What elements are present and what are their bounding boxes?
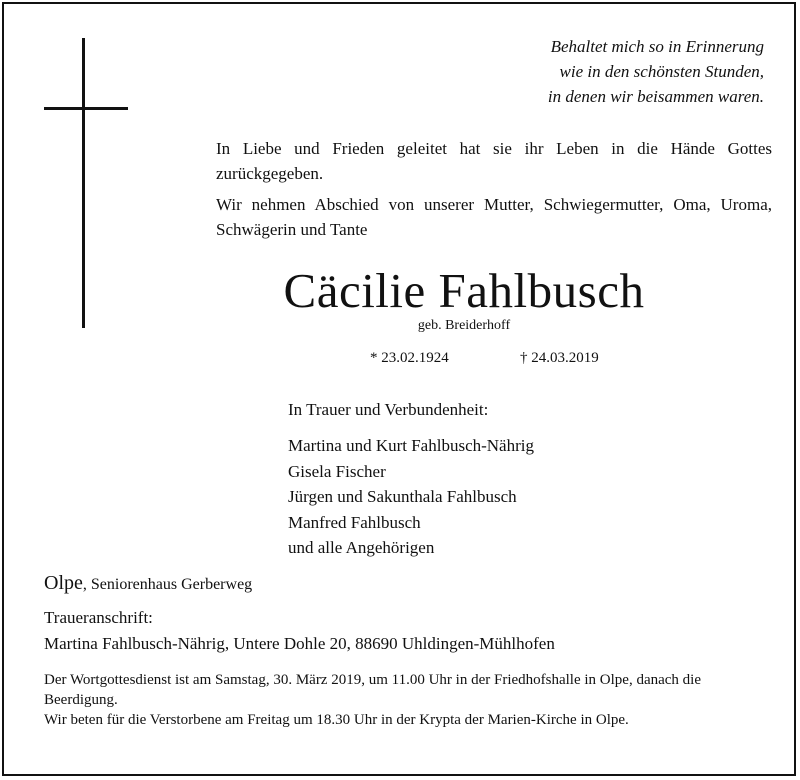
mourners-heading: In Trauer und Verbundenheit: xyxy=(288,400,489,419)
mourner-name: Manfred Fahlbusch xyxy=(288,512,421,532)
mourner-name: Jürgen und Sakunthala Fahlbusch xyxy=(288,487,517,506)
cross-icon-bar xyxy=(44,107,128,110)
mourner-name: und alle Angehörigen xyxy=(288,538,435,557)
death-date: † 24.03.2019 xyxy=(520,350,599,366)
quote-line: in denen wir beisammen waren. xyxy=(547,87,764,106)
deceased-name: Cäcilie Fahlbusch xyxy=(283,263,645,318)
mourner-name: Gisela Fischer xyxy=(288,461,386,481)
obituary-card xyxy=(2,2,796,776)
service-notice xyxy=(44,670,774,730)
service-text: Der Wortgottesdienst ist am Samstag, 30. März 2019, um 11.00 Uhr in der Friedhofshalle in Olpe, danach die Beerdigung. xyxy=(44,672,701,708)
maiden-name: geb. Breiderhoff xyxy=(417,318,511,333)
location-city: Olpe xyxy=(44,572,83,594)
birth-date: * 23.02.1924 xyxy=(370,350,449,366)
quote-line: Behaltet mich so in Erinnerung xyxy=(550,37,764,56)
intro-paragraph: In Liebe und Frieden geleitet hat sie ihr Leben in die Hände Gottes zurückgegeben. xyxy=(216,139,772,183)
mourners-list xyxy=(288,433,534,561)
intro-paragraph: Wir nehmen Abschied von unserer Mutter, Schwiegermutter, Oma, Uroma, Schwägerin und Tante xyxy=(216,195,772,239)
quote-line: wie in den schönsten Stunden, xyxy=(559,62,764,81)
address-value: Martina Fahlbusch-Nährig, Untere Dohle 20, 88690 Uhldingen-Mühlhofen xyxy=(44,634,555,653)
mourner-name: Martina und Kurt Fahlbusch-Nährig xyxy=(288,436,534,455)
memorial-quote xyxy=(548,34,764,109)
address-label: Traueranschrift: xyxy=(44,608,153,627)
prayer-text: Wir beten für die Verstorbene am Freitag um 18.30 Uhr in der Krypta der Marien-Kirche in Olpe. xyxy=(44,712,629,728)
location-detail: , Seniorenhaus Gerberweg xyxy=(82,576,253,593)
cross-icon xyxy=(82,38,85,328)
intro-text xyxy=(216,136,772,248)
location xyxy=(44,572,252,595)
